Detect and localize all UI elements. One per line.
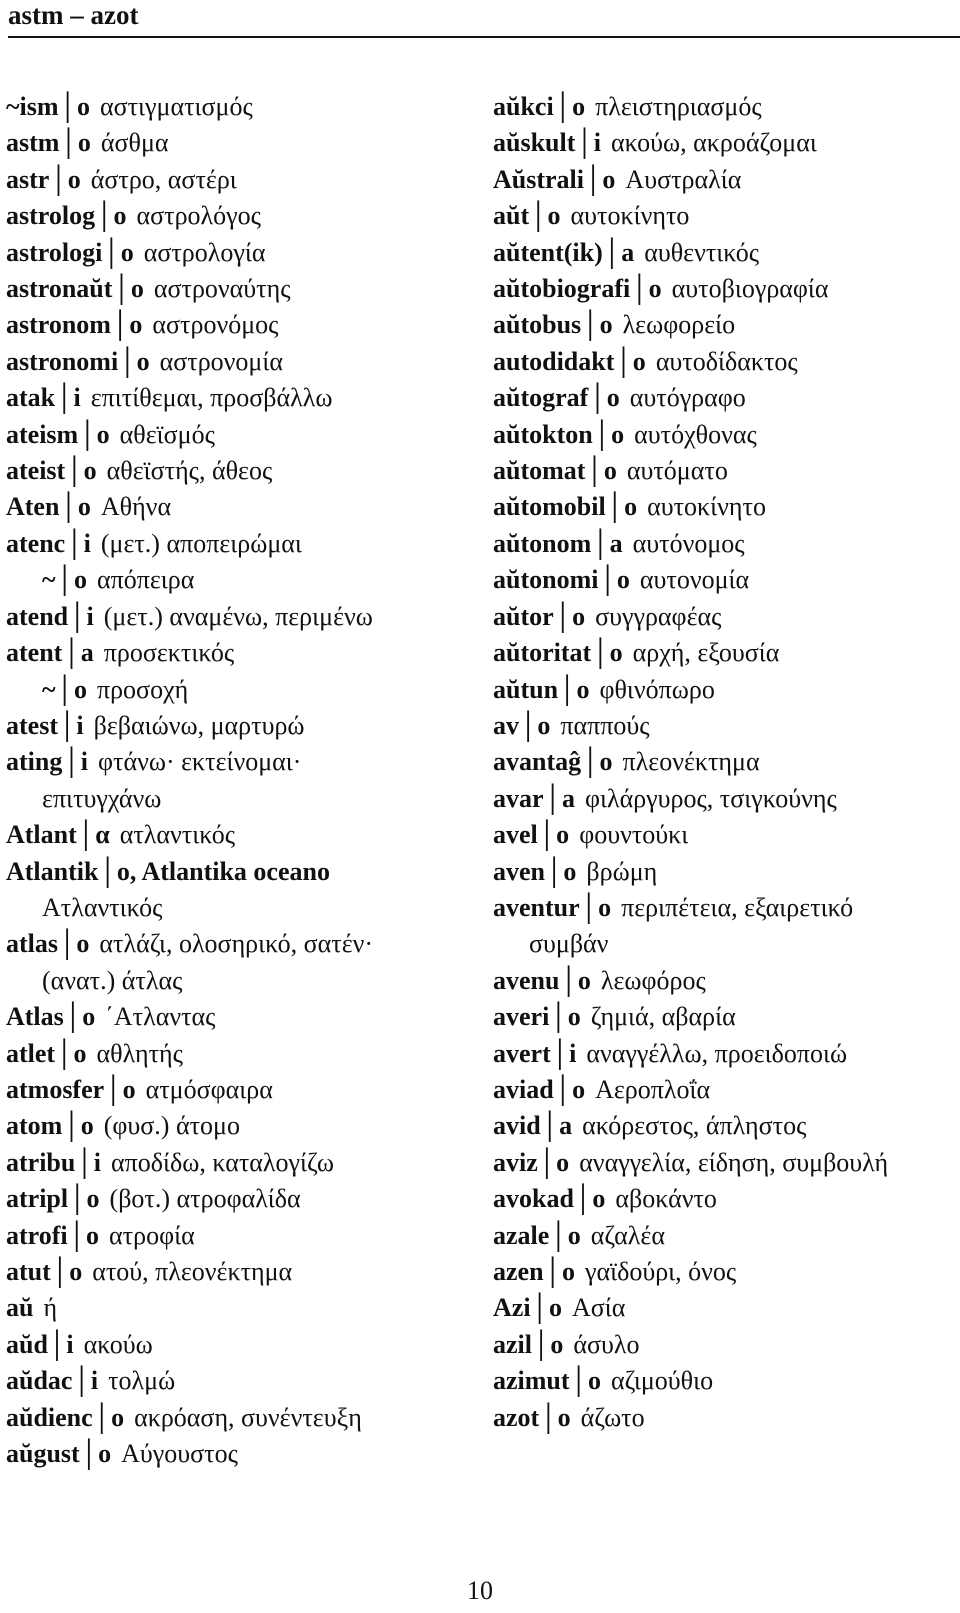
definition: άζωτο <box>580 1402 645 1432</box>
definition: (βοτ.) ατροφαλίδα <box>109 1184 301 1214</box>
headword: aŭtomat│o <box>493 456 617 486</box>
definition: αναγγελία, είδηση, συμβουλή <box>579 1147 889 1177</box>
headword: avid│a <box>493 1111 573 1141</box>
definition: συγγραφέας <box>595 601 722 631</box>
definition: γαϊδούρι, όνος <box>584 1257 737 1286</box>
running-header <box>8 0 960 38</box>
headword: aŭgust│o <box>6 1439 112 1469</box>
headword: azimut│o <box>493 1366 601 1396</box>
definition: αναγγέλλω, προειδοποιώ <box>586 1038 848 1068</box>
definition: τολμώ <box>108 1366 176 1396</box>
dictionary-entry <box>6 1218 476 1254</box>
definition: αβοκάντο <box>615 1184 717 1214</box>
definition: αστροναύτης <box>153 274 291 304</box>
dictionary-entry <box>6 1072 476 1108</box>
dictionary-entry <box>493 890 955 926</box>
dictionary-entry <box>493 1290 955 1326</box>
headword: azil│o <box>493 1329 564 1359</box>
definition: αστρολογία <box>143 237 266 267</box>
definition: αυτοβιογραφία <box>671 274 829 304</box>
entry-continuation <box>493 926 955 962</box>
dictionary-entry <box>6 1145 476 1181</box>
definition: αζαλέα <box>590 1220 665 1250</box>
headword: aventur│o <box>493 892 612 922</box>
dictionary-entry <box>6 380 476 416</box>
definition: άσθμα <box>100 128 169 158</box>
dictionary-entry <box>6 526 476 562</box>
header-title: astm – azot <box>8 0 139 30</box>
headword: aŭtonom│a <box>493 528 623 558</box>
entry-continuation <box>6 781 476 817</box>
dictionary-entry <box>493 744 955 780</box>
dictionary-entry <box>6 162 476 198</box>
definition: ακούω, ακροάζομαι <box>611 128 817 158</box>
headword: aŭtograf│o <box>493 383 620 413</box>
dictionary-entry <box>493 963 955 999</box>
definition: παππούς <box>560 710 650 740</box>
definition: ακρόαση, συνέντευξη <box>134 1402 362 1432</box>
definition: (φυσ.) άτομο <box>103 1111 240 1141</box>
definition: Αεροπλοΐα <box>595 1074 711 1104</box>
headword: averi│o <box>493 1002 581 1032</box>
definition: προσοχή <box>96 674 189 704</box>
definition: ΄Ατλαντας <box>105 1002 216 1032</box>
dictionary-entry <box>6 1036 476 1072</box>
dictionary-entry <box>6 708 476 744</box>
headword: atrofi│o <box>6 1220 100 1250</box>
dictionary-entry <box>493 781 955 817</box>
definition: αυτόματο <box>626 456 728 486</box>
dictionary-entry <box>493 1145 955 1181</box>
definition: αυτονομία <box>639 565 750 595</box>
headword: ateist│o <box>6 456 97 486</box>
headword: atak│i <box>6 383 81 413</box>
definition: περιπέτεια, εξαιρετικό <box>621 892 854 922</box>
headword: astrologi│o <box>6 237 134 267</box>
dictionary-entry <box>493 162 955 198</box>
headword: ~│o <box>42 565 87 595</box>
headword: Atlantik│o, Atlantika oceano <box>6 856 330 886</box>
dictionary-entry <box>6 453 476 489</box>
definition: βρώμη <box>586 856 658 886</box>
headword: aŭdac│i <box>6 1366 99 1396</box>
dictionary-entry <box>493 380 955 416</box>
definition: ακόρεστος, άπληστος <box>582 1111 807 1141</box>
dictionary-entry <box>6 854 476 890</box>
headword: ating│i <box>6 747 88 777</box>
headword: atenc│i <box>6 528 91 558</box>
dictionary-entry <box>493 1181 955 1217</box>
headword: atut│o <box>6 1257 83 1286</box>
headword: aŭtobus│o <box>493 310 613 340</box>
definition: ζημιά, αβαρία <box>590 1002 736 1032</box>
headword: aŭd│i <box>6 1329 74 1359</box>
dictionary-entry <box>493 1108 955 1144</box>
dictionary-entry <box>493 1254 955 1290</box>
headword: aven│o <box>493 856 577 886</box>
definition: πλειστηριασμός <box>595 92 762 121</box>
definition: (ανατ.) άτλας <box>42 965 183 995</box>
definition: ακούω <box>83 1329 153 1359</box>
dictionary-entry <box>6 672 476 708</box>
dictionary-entry <box>493 453 955 489</box>
definition: αθεϊστής, άθεος <box>106 456 273 486</box>
definition: (μετ.) αναμένω, περιμένω <box>103 601 373 631</box>
entry-continuation <box>6 963 476 999</box>
headword: aviad│o <box>493 1074 586 1104</box>
headword: aŭtonomi│o <box>493 565 630 595</box>
headword: autodidakt│o <box>493 346 646 376</box>
definition: αυθεντικός <box>644 237 760 267</box>
headword: astr│o <box>6 164 81 194</box>
headword: astronaŭt│o <box>6 274 144 304</box>
definition: άστρο, αστέρι <box>90 164 237 194</box>
headword: aŭtomobil│o <box>493 492 638 522</box>
definition: αστιγματισμός <box>99 92 253 121</box>
dictionary-entry <box>6 1363 476 1399</box>
dictionary-entry <box>493 271 955 307</box>
definition: ατού, πλεονέκτημα <box>92 1257 293 1286</box>
dictionary-entry <box>493 635 955 671</box>
dictionary-entry <box>6 926 476 962</box>
headword: aŭtokton│o <box>493 419 625 449</box>
definition: Αθήνα <box>100 492 172 522</box>
definition: αθλητής <box>96 1038 183 1068</box>
dictionary-entry <box>6 307 476 343</box>
headword: atlet│o <box>6 1038 87 1068</box>
dictionary-entry <box>6 635 476 671</box>
dictionary-entry <box>6 1290 476 1326</box>
definition: αυτοκίνητο <box>570 201 690 231</box>
definition: αυτόνομος <box>632 528 745 558</box>
headword: atribu│i <box>6 1147 101 1177</box>
dictionary-entry <box>6 271 476 307</box>
definition: ατλαντικός <box>119 820 236 850</box>
definition: επιτυγχάνω <box>42 783 162 813</box>
definition: Ατλαντικός <box>42 892 163 922</box>
dictionary-entry <box>493 672 955 708</box>
headword: atend│i <box>6 601 94 631</box>
definition: βεβαιώνω, μαρτυρώ <box>93 710 305 740</box>
dictionary-entry <box>493 198 955 234</box>
dictionary-entry <box>493 1327 955 1363</box>
dictionary-entry <box>493 1072 955 1108</box>
dictionary-entry <box>493 344 955 380</box>
dictionary-entry <box>493 417 955 453</box>
headword: azot│o <box>493 1402 571 1432</box>
dictionary-entry <box>6 817 476 853</box>
headword: atlas│o <box>6 929 90 959</box>
definition: ατροφία <box>109 1220 195 1250</box>
dictionary-entry <box>6 562 476 598</box>
definition: αρχή, εξουσία <box>632 638 780 668</box>
headword: avert│i <box>493 1038 577 1068</box>
definition: (μετ.) αποπειρώμαι <box>100 528 302 558</box>
definition: αυτοκίνητο <box>647 492 766 522</box>
headword: Aŭstrali│o <box>493 164 616 194</box>
definition: Ασία <box>571 1293 626 1323</box>
definition: αυτόγραφο <box>629 383 746 413</box>
definition: αποδίδω, καταλογίζω <box>111 1147 334 1177</box>
headword: atest│i <box>6 710 84 740</box>
headword: aviz│o <box>493 1147 570 1177</box>
headword: ~│o <box>42 674 87 704</box>
definition: αστρολόγος <box>136 201 261 231</box>
headword: aŭ <box>6 1293 34 1323</box>
headword: aŭkci│o <box>493 92 586 121</box>
definition: επιτίθεμαι, προσβάλλω <box>90 383 333 413</box>
dictionary-entry <box>6 489 476 525</box>
headword: aŭtent(ik)│a <box>493 237 635 267</box>
headword: avel│o <box>493 820 570 850</box>
headword: avar│a <box>493 783 575 813</box>
definition: φτάνω· εκτείνομαι· <box>98 747 302 777</box>
headword: Aten│o <box>6 492 91 522</box>
dictionary-entry <box>493 307 955 343</box>
headword: Atlant│α <box>6 820 110 850</box>
definition: συμβάν <box>529 929 609 959</box>
headword: Atlas│o <box>6 1002 96 1032</box>
dictionary-entry <box>493 854 955 890</box>
headword: astm│o <box>6 128 91 158</box>
headword: astronom│o <box>6 310 143 340</box>
headword: avenu│o <box>493 965 591 995</box>
headword: aŭdienc│o <box>6 1402 125 1432</box>
definition: απόπειρα <box>96 565 195 595</box>
headword: aŭskult│i <box>493 128 602 158</box>
definition: Αυστραλία <box>625 164 742 194</box>
definition: λεωφόρος <box>600 965 706 995</box>
dictionary-entry <box>6 125 476 161</box>
headword: avokad│o <box>493 1184 606 1214</box>
headword: ateism│o <box>6 419 110 449</box>
dictionary-entry <box>493 235 955 271</box>
headword: azen│o <box>493 1257 575 1286</box>
dictionary-entry <box>493 489 955 525</box>
headword: astronomi│o <box>6 346 150 376</box>
headword: ~ism│o <box>6 92 90 121</box>
dictionary-entry <box>493 526 955 562</box>
dictionary-entry <box>6 198 476 234</box>
headword: atent│a <box>6 638 94 668</box>
dictionary-entry <box>6 999 476 1035</box>
definition: Αύγουστος <box>121 1439 238 1469</box>
dictionary-entry <box>493 817 955 853</box>
headword: aŭtun│o <box>493 674 590 704</box>
headword: av│o <box>493 710 551 740</box>
dictionary-entry <box>6 417 476 453</box>
headword: atmosfer│o <box>6 1074 136 1104</box>
definition: αστρονομία <box>159 346 283 376</box>
definition: ατμόσφαιρα <box>145 1074 273 1104</box>
right-column <box>493 89 955 1436</box>
definition: αθεϊσμός <box>119 419 215 449</box>
headword: aŭtor│o <box>493 601 586 631</box>
dictionary-entry <box>6 344 476 380</box>
definition: φθινόπωρο <box>599 674 715 704</box>
headword: Azi│o <box>493 1293 562 1323</box>
headword: aŭtoritat│o <box>493 638 623 668</box>
definition: φουντούκι <box>579 820 689 850</box>
dictionary-entry <box>6 1181 476 1217</box>
headword: azale│o <box>493 1220 581 1250</box>
definition: αυτοδίδακτος <box>655 346 798 376</box>
definition: φιλάργυρος, τσιγκούνης <box>584 783 837 813</box>
dictionary-entry <box>6 1327 476 1363</box>
definition: προσεκτικός <box>103 638 235 668</box>
definition: άσυλο <box>573 1329 640 1359</box>
dictionary-entry <box>493 599 955 635</box>
dictionary-entry <box>493 999 955 1035</box>
dictionary-entry <box>6 89 476 125</box>
left-column <box>6 89 476 1472</box>
definition: λεωφορείο <box>622 310 736 340</box>
entry-continuation <box>6 890 476 926</box>
definition: ή <box>43 1293 58 1323</box>
dictionary-entry <box>6 744 476 780</box>
dictionary-entry <box>6 599 476 635</box>
definition: πλεονέκτημα <box>622 747 760 777</box>
dictionary-entry <box>6 1436 476 1472</box>
dictionary-entry <box>493 125 955 161</box>
dictionary-entry <box>493 562 955 598</box>
dictionary-entry <box>493 89 955 125</box>
dictionary-entry <box>493 1218 955 1254</box>
dictionary-entry <box>493 1400 955 1436</box>
definition: αζιμούθιο <box>610 1366 714 1396</box>
headword: aŭtobiografi│o <box>493 274 662 304</box>
headword: aŭt│o <box>493 201 561 231</box>
headword: atripl│o <box>6 1184 100 1214</box>
dictionary-entry <box>493 708 955 744</box>
dictionary-entry <box>493 1363 955 1399</box>
definition: αυτόχθονας <box>634 419 757 449</box>
dictionary-entry <box>6 235 476 271</box>
dictionary-entry <box>6 1108 476 1144</box>
headword: avantaĝ│o <box>493 747 613 777</box>
dictionary-entry <box>6 1254 476 1290</box>
headword: atom│o <box>6 1111 94 1141</box>
definition: ατλάζι, ολοσηρικό, σατέν· <box>99 929 374 959</box>
page-number: 10 <box>467 1576 493 1605</box>
definition: αστρονόμος <box>152 310 279 340</box>
dictionary-entry <box>493 1036 955 1072</box>
headword: astrolog│o <box>6 201 127 231</box>
dictionary-entry <box>6 1400 476 1436</box>
